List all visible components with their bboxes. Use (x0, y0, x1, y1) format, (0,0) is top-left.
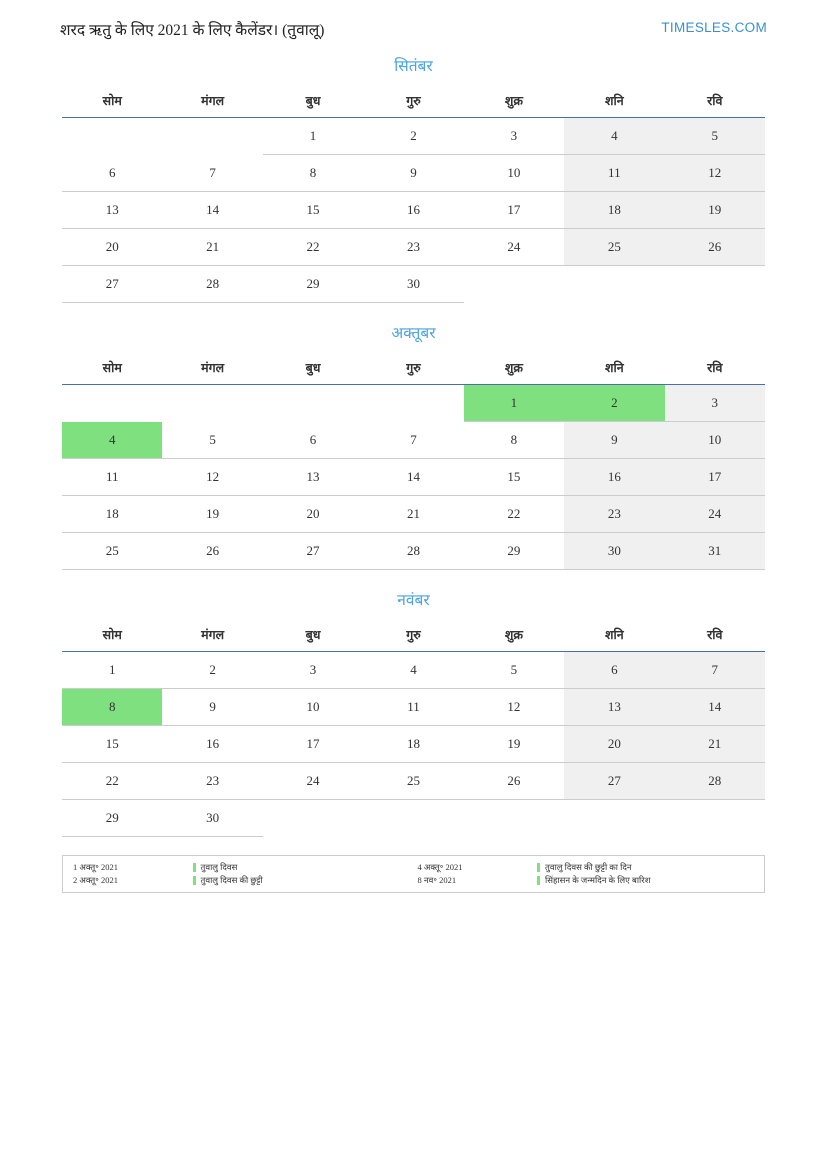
day-cell: 7 (665, 652, 765, 689)
legend-entry (193, 874, 414, 887)
day-cell: 14 (665, 689, 765, 726)
day-cell: 28 (665, 763, 765, 800)
week-row (62, 763, 765, 800)
day-cell: 30 (363, 266, 463, 303)
day-cell: 5 (162, 422, 262, 459)
legend-color-swatch (537, 863, 540, 872)
day-cell: 1 (62, 652, 162, 689)
weekday-thu: गुरु (406, 361, 421, 375)
week-row (62, 726, 765, 763)
weekday-wed: बुध (305, 628, 321, 642)
weekday-tue: मंगल (201, 361, 225, 375)
day-cell: 29 (464, 533, 564, 570)
day-cell: 22 (263, 229, 363, 266)
weekday-sat: शनि (604, 361, 624, 375)
day-cell: 24 (464, 229, 564, 266)
day-cell: 10 (665, 422, 765, 459)
legend-color-swatch (193, 876, 196, 885)
week-row (62, 800, 765, 837)
page-header (0, 0, 827, 40)
day-cell-holiday: 8 (62, 689, 162, 726)
day-cell: 18 (363, 726, 463, 763)
day-cell: 23 (564, 496, 664, 533)
day-cell: 27 (62, 266, 162, 303)
day-cell (363, 385, 463, 422)
week-row (62, 422, 765, 459)
day-cell: 10 (464, 155, 564, 192)
day-cell: 6 (263, 422, 363, 459)
page-title: शरद ऋतु के लिए 2021 के लिए कैलेंडर। (तुवालू) (60, 22, 325, 39)
day-cell (464, 266, 564, 303)
day-cell: 17 (665, 459, 765, 496)
weekday-sun: रवि (707, 628, 723, 642)
day-cell: 11 (564, 155, 664, 192)
month-block-september (62, 54, 765, 303)
weekday-sun: रवि (707, 94, 723, 108)
week-row (62, 652, 765, 689)
day-cell (564, 800, 664, 837)
day-cell-holiday: 2 (564, 385, 664, 422)
day-cell: 12 (162, 459, 262, 496)
day-cell (665, 266, 765, 303)
day-cell: 16 (162, 726, 262, 763)
day-cell: 4 (564, 118, 664, 155)
weekday-fri: शुक्र (504, 361, 523, 375)
legend-entry (193, 861, 414, 874)
weekday-header-row (62, 86, 765, 118)
day-cell (564, 266, 664, 303)
month-title: नवंबर (397, 592, 430, 609)
legend-date: 2 अक्तू॰ 2021 (73, 875, 119, 885)
legend-description: तुवालु दिवस की छुट्टी (200, 875, 263, 885)
day-cell: 28 (363, 533, 463, 570)
legend-color-swatch (537, 876, 540, 885)
day-cell: 21 (162, 229, 262, 266)
week-row (62, 155, 765, 192)
day-cell: 31 (665, 533, 765, 570)
legend-date: 4 अक्तू॰ 2021 (417, 862, 463, 872)
day-cell: 11 (363, 689, 463, 726)
day-cell (162, 385, 262, 422)
day-cell: 2 (363, 118, 463, 155)
day-cell: 27 (564, 763, 664, 800)
month-block-november (62, 588, 765, 837)
day-cell: 13 (62, 192, 162, 229)
weekday-fri: शुक्र (504, 94, 523, 108)
week-row (62, 118, 765, 155)
day-cell: 20 (263, 496, 363, 533)
month-block-october (62, 321, 765, 570)
legend-entry (537, 874, 758, 887)
day-cell: 16 (363, 192, 463, 229)
day-cell: 23 (363, 229, 463, 266)
calendar-table-october (62, 353, 765, 570)
day-cell: 3 (665, 385, 765, 422)
day-cell: 2 (162, 652, 262, 689)
week-row (62, 459, 765, 496)
day-cell: 29 (62, 800, 162, 837)
day-cell: 26 (665, 229, 765, 266)
day-cell (62, 118, 162, 155)
week-row (62, 533, 765, 570)
day-cell: 26 (464, 763, 564, 800)
weekday-sun: रवि (707, 361, 723, 375)
legend-description: सिंहासन के जन्मदिन के लिए बारिश (545, 875, 651, 885)
day-cell: 13 (564, 689, 664, 726)
day-cell: 15 (464, 459, 564, 496)
weekday-header-row (62, 353, 765, 385)
day-cell: 21 (665, 726, 765, 763)
day-cell: 23 (162, 763, 262, 800)
week-row (62, 229, 765, 266)
day-cell: 13 (263, 459, 363, 496)
day-cell: 8 (263, 155, 363, 192)
day-cell (263, 385, 363, 422)
brand-label: TIMESLES.COM (661, 20, 767, 35)
weekday-tue: मंगल (201, 94, 225, 108)
day-cell: 17 (263, 726, 363, 763)
day-cell-holiday: 1 (464, 385, 564, 422)
day-cell-holiday: 4 (62, 422, 162, 459)
day-cell: 5 (665, 118, 765, 155)
legend-date: 1 अक्तू॰ 2021 (73, 862, 119, 872)
day-cell: 25 (363, 763, 463, 800)
day-cell (263, 800, 363, 837)
week-row (62, 496, 765, 533)
week-row (62, 689, 765, 726)
day-cell: 11 (62, 459, 162, 496)
legend-description: तुवालु दिवस (200, 862, 238, 872)
month-title: सितंबर (394, 58, 433, 75)
day-cell: 29 (263, 266, 363, 303)
legend-date: 8 नव॰ 2021 (417, 875, 457, 885)
calendar-table-november (62, 620, 765, 837)
months-container (0, 54, 827, 837)
day-cell (162, 118, 262, 155)
legend-color-swatch (193, 863, 196, 872)
weekday-fri: शुक्र (504, 628, 523, 642)
day-cell (464, 800, 564, 837)
day-cell: 1 (263, 118, 363, 155)
calendar-table-september (62, 86, 765, 303)
week-row (62, 266, 765, 303)
day-cell: 24 (263, 763, 363, 800)
day-cell: 17 (464, 192, 564, 229)
day-cell: 7 (162, 155, 262, 192)
weekday-sat: शनि (604, 94, 624, 108)
day-cell: 28 (162, 266, 262, 303)
legend-row (69, 861, 758, 874)
legend-row (69, 874, 758, 887)
day-cell: 25 (564, 229, 664, 266)
weekday-header-row (62, 620, 765, 652)
day-cell: 16 (564, 459, 664, 496)
day-cell: 15 (62, 726, 162, 763)
day-cell: 12 (665, 155, 765, 192)
day-cell: 21 (363, 496, 463, 533)
weekday-wed: बुध (305, 361, 321, 375)
day-cell: 25 (62, 533, 162, 570)
weekday-mon: सोम (102, 94, 122, 108)
day-cell: 12 (464, 689, 564, 726)
day-cell: 10 (263, 689, 363, 726)
day-cell: 26 (162, 533, 262, 570)
day-cell: 30 (162, 800, 262, 837)
day-cell: 27 (263, 533, 363, 570)
week-row (62, 192, 765, 229)
day-cell: 22 (62, 763, 162, 800)
day-cell: 24 (665, 496, 765, 533)
day-cell: 7 (363, 422, 463, 459)
holiday-legend (62, 855, 765, 893)
month-title: अक्तूबर (391, 325, 436, 342)
day-cell: 4 (363, 652, 463, 689)
day-cell: 5 (464, 652, 564, 689)
day-cell: 18 (564, 192, 664, 229)
day-cell: 14 (162, 192, 262, 229)
weekday-thu: गुरु (406, 628, 421, 642)
day-cell: 15 (263, 192, 363, 229)
day-cell: 20 (62, 229, 162, 266)
day-cell: 3 (263, 652, 363, 689)
day-cell: 19 (162, 496, 262, 533)
day-cell: 3 (464, 118, 564, 155)
week-row (62, 385, 765, 422)
weekday-tue: मंगल (201, 628, 225, 642)
weekday-mon: सोम (102, 628, 122, 642)
weekday-thu: गुरु (406, 94, 421, 108)
day-cell: 6 (62, 155, 162, 192)
day-cell: 9 (363, 155, 463, 192)
weekday-sat: शनि (604, 628, 624, 642)
day-cell: 20 (564, 726, 664, 763)
weekday-wed: बुध (305, 94, 321, 108)
day-cell: 14 (363, 459, 463, 496)
day-cell (363, 800, 463, 837)
day-cell: 19 (665, 192, 765, 229)
day-cell: 9 (162, 689, 262, 726)
day-cell: 6 (564, 652, 664, 689)
day-cell (665, 800, 765, 837)
day-cell: 18 (62, 496, 162, 533)
legend-description: तुवालु दिवस की छुट्टी का दिन (545, 862, 632, 872)
day-cell: 22 (464, 496, 564, 533)
day-cell (62, 385, 162, 422)
day-cell: 19 (464, 726, 564, 763)
day-cell: 9 (564, 422, 664, 459)
day-cell: 30 (564, 533, 664, 570)
legend-entry (537, 861, 758, 874)
day-cell: 8 (464, 422, 564, 459)
weekday-mon: सोम (102, 361, 122, 375)
